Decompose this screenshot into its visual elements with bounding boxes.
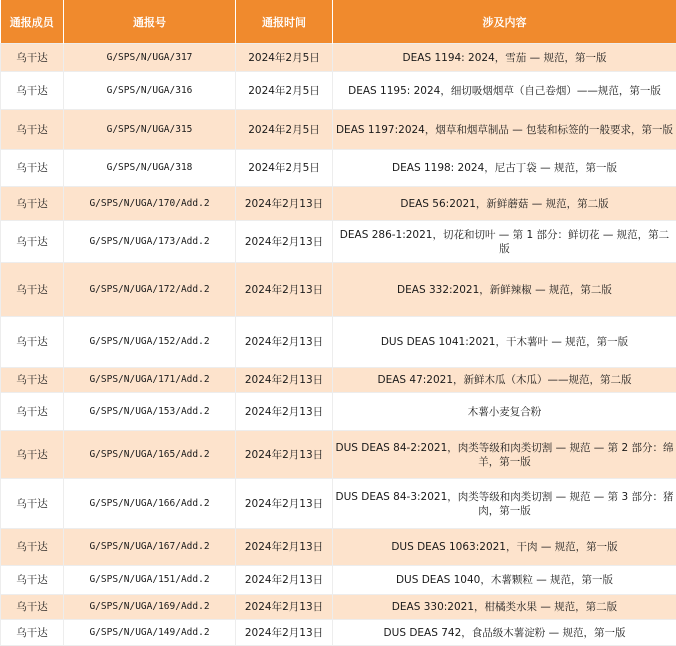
member-cell: 乌干达: [1, 431, 64, 479]
content-cell: DUS DEAS 84-2:2021，肉类等级和肉类切割 — 规范 — 第 2 部分：绵羊，第一版: [333, 431, 676, 479]
code-cell: G/SPS/N/UGA/169/Add.2: [64, 595, 236, 620]
member-cell: 乌干达: [1, 529, 64, 566]
code-cell: G/SPS/N/UGA/318: [64, 150, 236, 187]
code-cell: G/SPS/N/UGA/149/Add.2: [64, 620, 236, 646]
content-cell: 木薯小麦复合粉: [333, 393, 676, 431]
content-cell: DUS DEAS 742，食品级木薯淀粉 — 规范，第一版: [333, 620, 676, 646]
table-row: [1, 263, 676, 317]
date-cell: 2024年2月13日: [236, 620, 333, 646]
date-cell: 2024年2月13日: [236, 431, 333, 479]
code-cell: G/SPS/N/UGA/151/Add.2: [64, 566, 236, 595]
date-cell: 2024年2月13日: [236, 187, 333, 221]
table-row: [1, 595, 676, 620]
date-cell: 2024年2月5日: [236, 44, 333, 72]
member-cell: 乌干达: [1, 110, 64, 150]
content-cell: DEAS 1194: 2024，雪茄 — 规范，第一版: [333, 44, 676, 72]
content-cell: DEAS 47:2021，新鲜木瓜（木瓜）——规范，第二版: [333, 368, 676, 393]
table-row: [1, 529, 676, 566]
content-cell: DEAS 332:2021，新鲜辣椒 — 规范，第二版: [333, 263, 676, 317]
table-row: [1, 110, 676, 150]
table-row: [1, 187, 676, 221]
date-cell: 2024年2月13日: [236, 221, 333, 263]
content-cell: DEAS 1198: 2024，尼古丁袋 — 规范，第一版: [333, 150, 676, 187]
date-cell: 2024年2月5日: [236, 150, 333, 187]
content-cell: DEAS 330:2021，柑橘类水果 — 规范，第二版: [333, 595, 676, 620]
content-cell: DEAS 1195: 2024，细切吸烟烟草（自己卷烟）——规范，第一版: [333, 72, 676, 110]
member-cell: 乌干达: [1, 72, 64, 110]
member-cell: 乌干达: [1, 187, 64, 221]
content-cell: DEAS 1197:2024，烟草和烟草制品 — 包装和标签的一般要求，第一版: [333, 110, 676, 150]
code-cell: G/SPS/N/UGA/170/Add.2: [64, 187, 236, 221]
date-cell: 2024年2月13日: [236, 529, 333, 566]
member-cell: 乌干达: [1, 263, 64, 317]
table-row: [1, 150, 676, 187]
header-content: 涉及内容: [333, 0, 676, 44]
code-cell: G/SPS/N/UGA/152/Add.2: [64, 317, 236, 368]
member-cell: 乌干达: [1, 44, 64, 72]
member-cell: 乌干达: [1, 317, 64, 368]
table-row: [1, 72, 676, 110]
member-cell: 乌干达: [1, 595, 64, 620]
table-row: [1, 44, 676, 72]
date-cell: 2024年2月13日: [236, 566, 333, 595]
code-cell: G/SPS/N/UGA/317: [64, 44, 236, 72]
member-cell: 乌干达: [1, 566, 64, 595]
code-cell: G/SPS/N/UGA/315: [64, 110, 236, 150]
date-cell: 2024年2月13日: [236, 368, 333, 393]
code-cell: G/SPS/N/UGA/167/Add.2: [64, 529, 236, 566]
code-cell: G/SPS/N/UGA/166/Add.2: [64, 479, 236, 529]
table-row: [1, 317, 676, 368]
code-cell: G/SPS/N/UGA/172/Add.2: [64, 263, 236, 317]
header-date: 通报时间: [236, 0, 333, 44]
member-cell: 乌干达: [1, 221, 64, 263]
member-cell: 乌干达: [1, 368, 64, 393]
code-cell: G/SPS/N/UGA/165/Add.2: [64, 431, 236, 479]
table-row: [1, 566, 676, 595]
content-cell: DEAS 56:2021，新鲜蘑菇 — 规范，第二版: [333, 187, 676, 221]
content-cell: DUS DEAS 84-3:2021，肉类等级和肉类切割 — 规范 — 第 3 部分：猪肉，第一版: [333, 479, 676, 529]
date-cell: 2024年2月5日: [236, 110, 333, 150]
content-cell: DEAS 286-1:2021，切花和切叶 — 第 1 部分：鲜切花 — 规范，第二版: [333, 221, 676, 263]
code-cell: G/SPS/N/UGA/316: [64, 72, 236, 110]
member-cell: 乌干达: [1, 620, 64, 646]
content-cell: DUS DEAS 1040，木薯颗粒 — 规范，第一版: [333, 566, 676, 595]
header-row: [1, 0, 676, 44]
content-cell: DUS DEAS 1063:2021，干肉 — 规范，第一版: [333, 529, 676, 566]
date-cell: 2024年2月13日: [236, 393, 333, 431]
date-cell: 2024年2月5日: [236, 72, 333, 110]
header-member: 通报成员: [1, 0, 64, 44]
table-row: [1, 221, 676, 263]
member-cell: 乌干达: [1, 479, 64, 529]
table-row: [1, 479, 676, 529]
header-code: 通报号: [64, 0, 236, 44]
date-cell: 2024年2月13日: [236, 317, 333, 368]
member-cell: 乌干达: [1, 393, 64, 431]
table-row: [1, 620, 676, 646]
date-cell: 2024年2月13日: [236, 263, 333, 317]
code-cell: G/SPS/N/UGA/171/Add.2: [64, 368, 236, 393]
table-row: [1, 393, 676, 431]
table-row: [1, 431, 676, 479]
code-cell: G/SPS/N/UGA/173/Add.2: [64, 221, 236, 263]
member-cell: 乌干达: [1, 150, 64, 187]
content-cell: DUS DEAS 1041:2021，干木薯叶 — 规范，第一版: [333, 317, 676, 368]
date-cell: 2024年2月13日: [236, 479, 333, 529]
code-cell: G/SPS/N/UGA/153/Add.2: [64, 393, 236, 431]
table-row: [1, 368, 676, 393]
date-cell: 2024年2月13日: [236, 595, 333, 620]
